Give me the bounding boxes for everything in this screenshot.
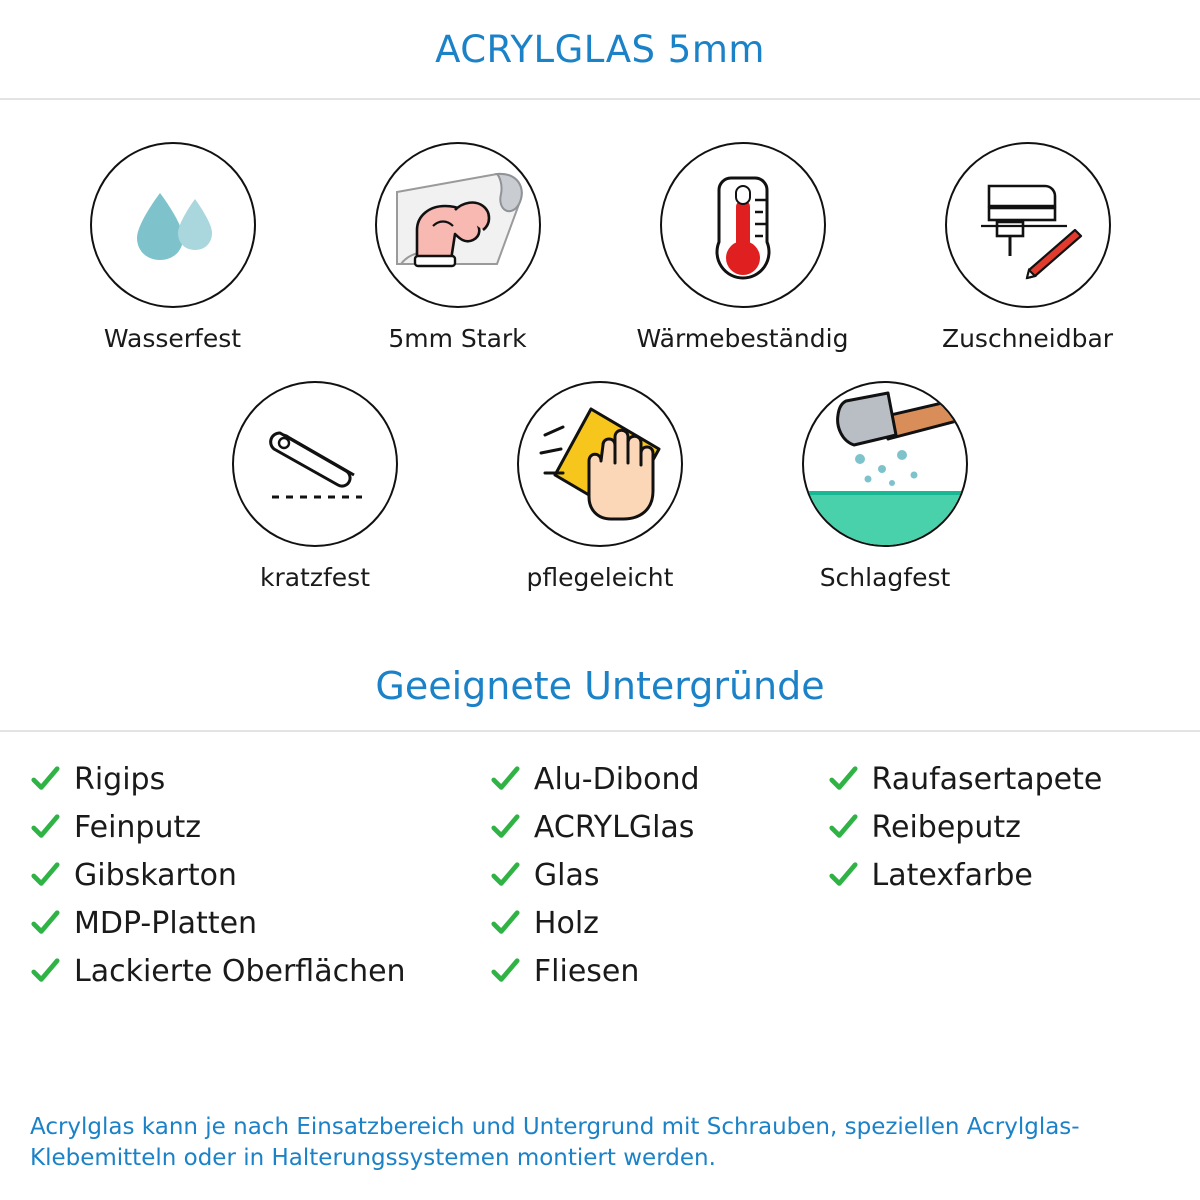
feature-row-1	[0, 142, 1200, 353]
list-item-label: Reibeputz	[871, 809, 1021, 845]
jigsaw-cutter-icon	[963, 160, 1093, 290]
feature-label: 5mm Stark	[388, 324, 527, 353]
list-item	[490, 854, 828, 896]
list-item	[828, 854, 1170, 896]
list-item	[30, 902, 490, 944]
check-icon	[490, 812, 520, 842]
thermometer-icon	[683, 160, 803, 290]
list-item-label: Gibskarton	[74, 857, 237, 893]
list-item-label: Rigips	[74, 761, 166, 797]
hammer-impact-icon	[804, 383, 966, 545]
feature-label: Zuschneidbar	[941, 324, 1114, 353]
list-item	[30, 758, 490, 800]
feature-label: Wasserfest	[103, 324, 242, 353]
feature-icon-circle	[945, 142, 1111, 308]
list-item	[828, 806, 1170, 848]
list-item	[30, 854, 490, 896]
feature-icon-circle	[375, 142, 541, 308]
header	[0, 0, 1200, 100]
water-drops-icon	[113, 165, 233, 285]
page-title: ACRYLGLAS 5mm	[435, 27, 765, 71]
substrate-column-3	[828, 758, 1170, 992]
list-item-label: Holz	[533, 905, 599, 941]
list-item	[30, 950, 490, 992]
mounting-note: Acrylglas kann je nach Einsatzbereich und Untergrund mit Schrauben, speziellen Acrylglas-Klebemitteln oder in Halterungssystemen montiert werden.	[30, 1113, 1080, 1171]
check-icon	[490, 860, 520, 890]
feature-icon-circle	[232, 381, 398, 547]
check-icon	[30, 860, 60, 890]
feature-section	[0, 100, 1200, 592]
section-title: Geeignete Untergründe	[375, 664, 825, 708]
substrates-section-header	[0, 664, 1200, 732]
feature-5mm-stark	[345, 142, 570, 353]
feature-icon-circle	[90, 142, 256, 308]
check-icon	[828, 812, 858, 842]
check-icon	[30, 812, 60, 842]
feature-icon-circle	[660, 142, 826, 308]
check-icon	[490, 908, 520, 938]
feature-kratzfest	[203, 381, 428, 592]
feature-waermebestaendig	[630, 142, 855, 353]
list-item	[828, 758, 1170, 800]
list-item	[490, 806, 828, 848]
check-icon	[490, 956, 520, 986]
hand-cloth-icon	[519, 383, 681, 545]
list-item-label: ACRYLGlas	[533, 809, 695, 845]
feature-schlagfest	[773, 381, 998, 592]
feature-label: Schlagfest	[819, 563, 951, 592]
list-item-label: Glas	[533, 857, 600, 893]
check-icon	[30, 956, 60, 986]
list-item-label: Latexfarbe	[871, 857, 1033, 893]
list-item-label: Lackierte Oberflächen	[74, 953, 406, 989]
feature-wasserfest	[60, 142, 285, 353]
flexed-arm-icon	[377, 144, 539, 306]
check-icon	[30, 908, 60, 938]
list-item	[490, 950, 828, 992]
list-item-label: Feinputz	[74, 809, 201, 845]
feature-pflegeleicht	[488, 381, 713, 592]
list-item-label: Raufasertapete	[871, 761, 1103, 797]
substrate-column-2	[490, 758, 828, 992]
check-icon	[30, 764, 60, 794]
list-item	[490, 902, 828, 944]
substrates-list	[0, 732, 1200, 992]
feature-label: kratzfest	[259, 563, 370, 592]
check-icon	[490, 764, 520, 794]
list-item	[30, 806, 490, 848]
substrate-column-1	[30, 758, 490, 992]
list-item	[490, 758, 828, 800]
saw-scratch-icon	[250, 399, 380, 529]
list-item-label: Fliesen	[533, 953, 640, 989]
check-icon	[828, 764, 858, 794]
feature-icon-circle	[517, 381, 683, 547]
feature-zuschneidbar	[915, 142, 1140, 353]
feature-label: Wärmebeständig	[636, 324, 849, 353]
feature-row-2	[0, 381, 1200, 592]
feature-label: pflegeleicht	[526, 563, 674, 592]
feature-icon-circle	[802, 381, 968, 547]
list-item-label: MDP-Platten	[74, 905, 258, 941]
list-item-label: Alu-Dibond	[533, 761, 700, 797]
check-icon	[828, 860, 858, 890]
